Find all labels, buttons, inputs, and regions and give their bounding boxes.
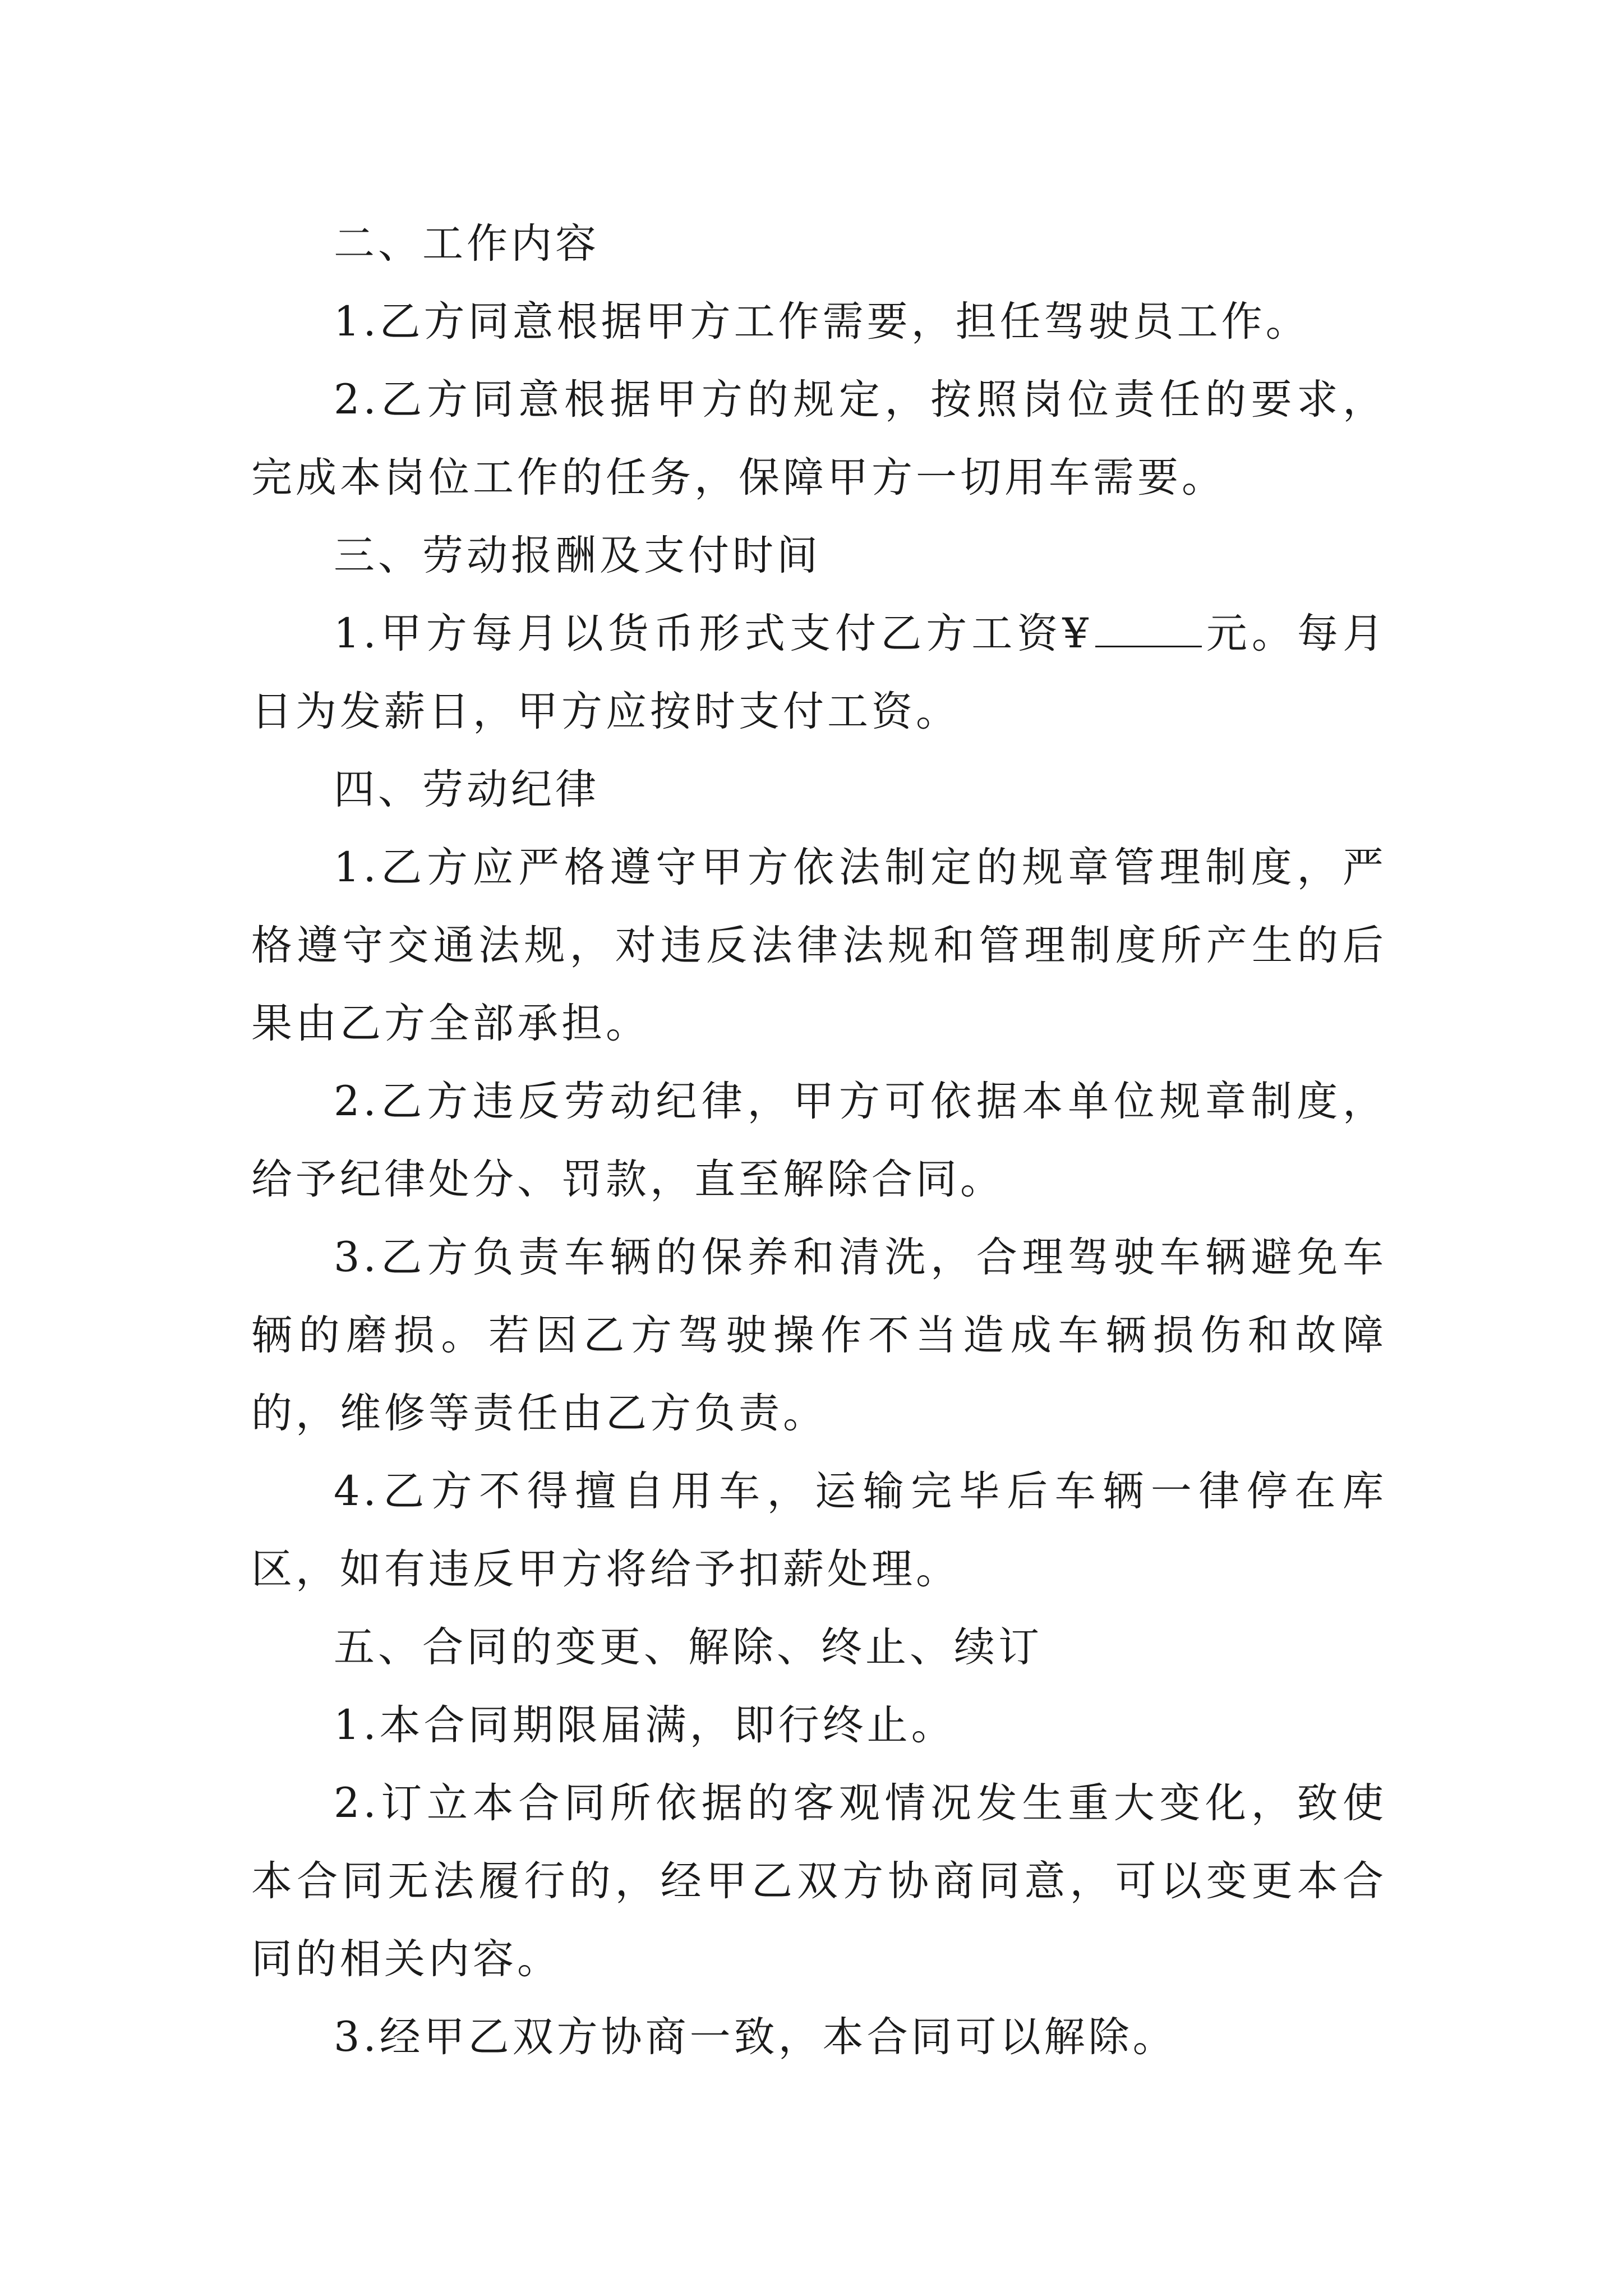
clause-remuneration-1-lead: 1.甲方每月以货币形式支付乙方工资¥: [334, 610, 1092, 657]
section-heading-work-content: 二、工作内容: [334, 220, 600, 268]
document-body: [251, 205, 1387, 2076]
clause-work-content-1: 1.乙方同意根据甲方工作需要，担任驾驶员工作。: [334, 298, 1310, 346]
clause-contract-changes-2: 2.订立本合同所依据的客观情况发生重大变化，致使本合同无法履行的，经甲乙双方协商同意，可以变更本合同的相关内容。: [251, 1779, 1387, 1983]
clause-work-content-2: 2.乙方同意根据甲方的规定，按照岗位责任的要求，完成本岗位工作的任务，保障甲方一切用车需要。: [251, 376, 1387, 501]
clause-contract-changes-1: 1.本合同期限届满，即行终止。: [334, 1701, 956, 1749]
clause-discipline-2: 2.乙方违反劳动纪律，甲方可依据本单位规章制度，给予纪律处分、罚款，直至解除合同。: [251, 1078, 1387, 1203]
clause-remuneration-1: [251, 595, 1387, 751]
clause-remuneration-1-tail: 元。每月日为发薪日，甲方应按时支付工资。: [251, 610, 1387, 735]
section-heading-remuneration: 三、劳动报酬及支付时间: [334, 532, 821, 579]
clause-discipline-3: 3.乙方负责车辆的保养和清洗，合理驾驶车辆避免车辆的磨损。若因乙方驾驶操作不当造成车辆损伤和故障的，维修等责任由乙方负责。: [251, 1234, 1387, 1437]
salary-amount-blank: [1095, 612, 1202, 647]
clause-contract-changes-3: 3.经甲乙双方协商一致，本合同可以解除。: [334, 2013, 1177, 2061]
section-heading-contract-changes: 五、合同的变更、解除、终止、续订: [334, 1623, 1043, 1671]
section-heading-discipline: 四、劳动纪律: [334, 766, 600, 813]
clause-discipline-1: 1.乙方应严格遵守甲方依法制定的规章管理制度，严格遵守交通法规，对违反法律法规和管理制度所产生的后果由乙方全部承担。: [251, 844, 1387, 1047]
clause-discipline-4: 4.乙方不得擅自用车，运输完毕后车辆一律停在库区，如有违反甲方将给予扣薪处理。: [251, 1467, 1387, 1593]
